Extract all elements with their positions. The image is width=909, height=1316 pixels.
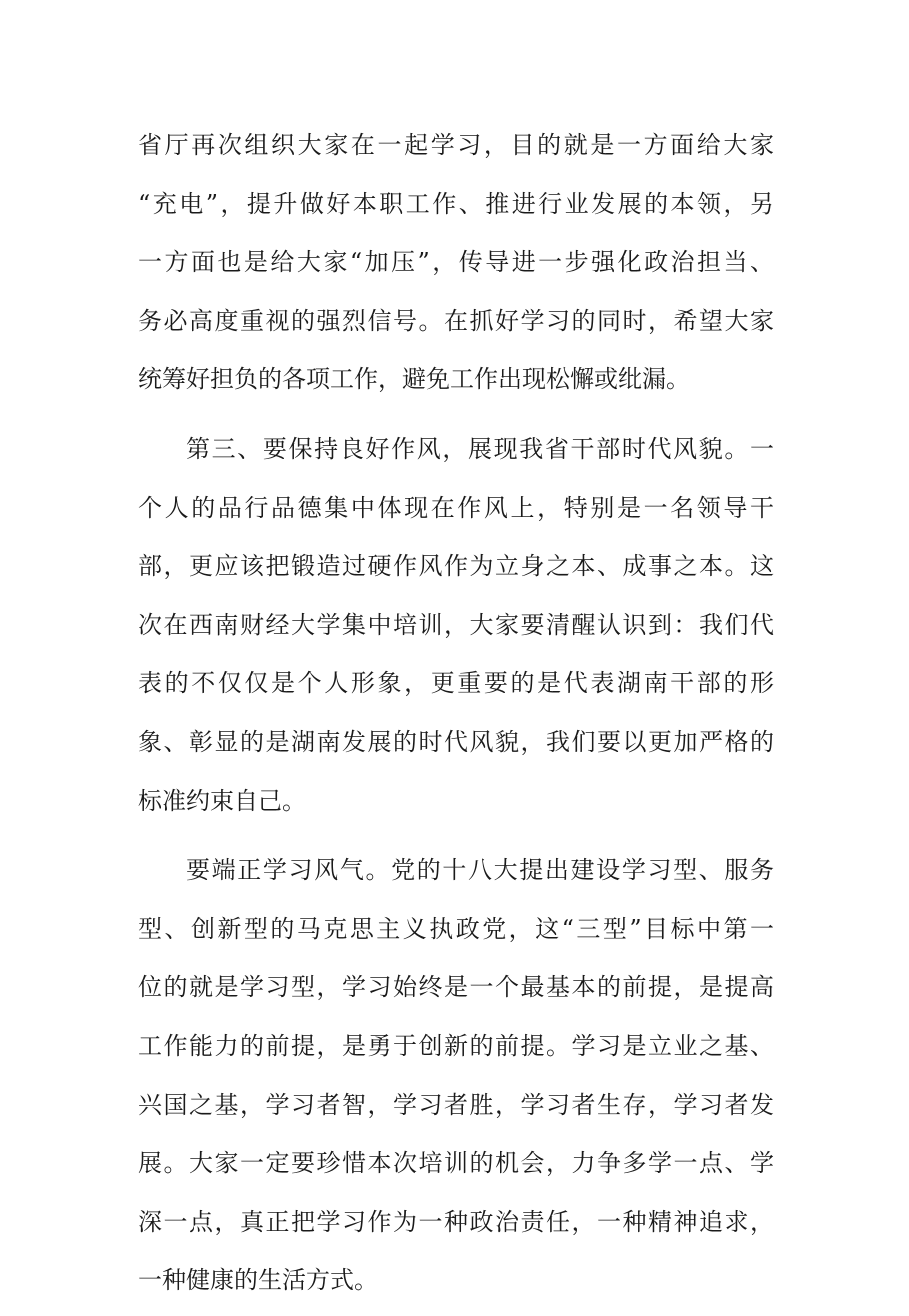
text-line: 标准约束自己。: [138, 786, 306, 815]
text-line: 型、创新型的马克思主义执政党，这“三型”目标中第一: [138, 914, 774, 943]
text-line: 一方面也是给大家“加压”，传导进一步强化政治担当、: [138, 248, 774, 277]
text-line: 部，更应该把锻造过硬作风作为立身之本、成事之本。这: [138, 552, 774, 581]
text-line: 展。大家一定要珍惜本次培训的机会，力争多学一点、学: [138, 1149, 774, 1178]
text-line: 一种健康的生活方式。: [138, 1266, 378, 1295]
text-line: 省厅再次组织大家在一起学习，目的就是一方面给大家: [138, 131, 774, 159]
text-line: 位的就是学习型，学习始终是一个最基本的前提，是提高: [138, 973, 774, 1002]
text-line: 次在西南财经大学集中培训，大家要清醒认识到：我们代: [138, 610, 774, 639]
paragraph-1: [138, 122, 774, 415]
text-line: 兴国之基，学习者智，学习者胜，学习者生存，学习者发: [138, 1090, 774, 1119]
paragraph-2: [138, 426, 774, 836]
text-line: 个人的品行品德集中体现在作风上，特别是一名领导干: [138, 493, 774, 522]
text-line: 第三、要保持良好作风，展现我省干部时代风貌。一: [186, 434, 774, 463]
text-line: 要端正学习风气。党的十八大提出建设学习型、服务: [186, 856, 774, 885]
document-body: [138, 122, 774, 1316]
text-line: 统筹好担负的各项工作，避免工作出现松懈或纰漏。: [138, 365, 690, 394]
paragraph-3: [138, 847, 774, 1316]
text-line: 工作能力的前提，是勇于创新的前提。学习是立业之基、: [138, 1031, 774, 1060]
text-line: 务必高度重视的强烈信号。在抓好学习的同时，希望大家: [138, 306, 774, 335]
text-line: 象、彰显的是湖南发展的时代风貌，我们要以更加严格的: [138, 727, 774, 756]
text-line: 深一点，真正把学习作为一种政治责任，一种精神追求，: [138, 1207, 774, 1236]
text-line: “充电”，提升做好本职工作、推进行业发展的本领，另: [138, 189, 774, 218]
text-line: 表的不仅仅是个人形象，更重要的是代表湖南干部的形: [138, 669, 774, 698]
